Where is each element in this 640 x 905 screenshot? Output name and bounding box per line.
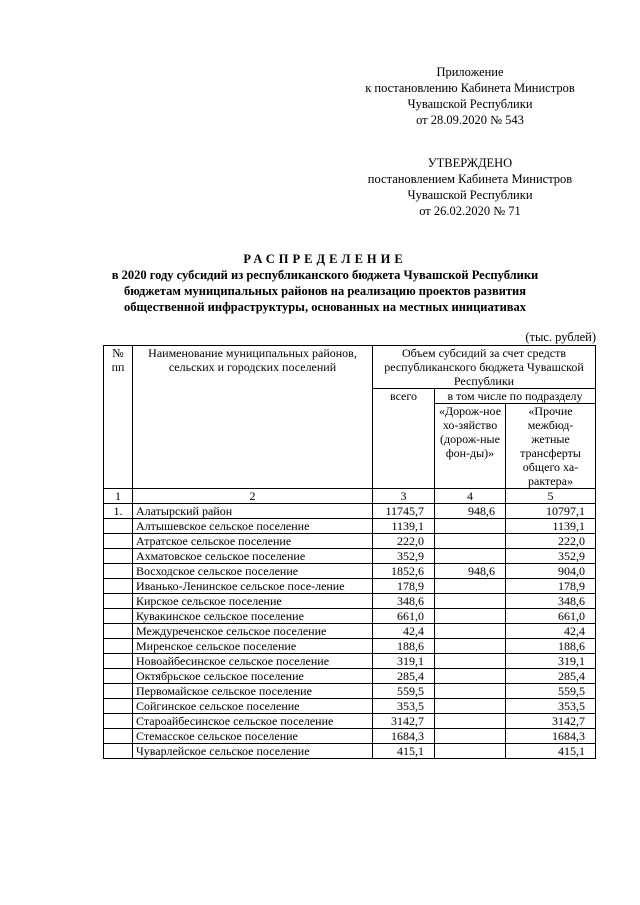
row-total: 319,1 [373,654,435,669]
row-roads [435,654,506,669]
units-label: (тыс. рублей) [525,330,596,344]
row-total: 559,5 [373,684,435,699]
row-roads [435,729,506,744]
column-number: 2 [133,489,373,504]
row-roads [435,594,506,609]
row-number [104,534,133,549]
row-name: Октябрьское сельское поселение [133,669,373,684]
row-number [104,684,133,699]
row-name: Стемасское сельское поселение [133,729,373,744]
row-name: Междуреченское сельское поселение [133,624,373,639]
table-row [104,579,596,594]
row-total: 353,5 [373,699,435,714]
row-total: 415,1 [373,744,435,759]
row-name: Атратское сельское поселение [133,534,373,549]
approval-line: от 26.02.2020 № 71 [419,204,521,218]
title-line: в 2020 году субсидий из республиканского бюджета Чувашской Республики [111,268,539,282]
appendix-block [345,64,595,128]
header-volume: Объем субсидий за счет средств республиканского бюджета Чувашской Республики [373,346,596,389]
row-name: Первомайское сельское поселение [133,684,373,699]
table-row [104,699,596,714]
table-row [104,504,596,519]
header-total: всего [373,389,435,489]
appendix-line: от 28.09.2020 № 543 [416,113,524,127]
row-number [104,729,133,744]
row-total: 11745,7 [373,504,435,519]
appendix-line: Чувашской Республики [407,97,533,111]
row-other: 348,6 [506,594,596,609]
appendix-line: к постановлению Кабинета Министров [365,81,575,95]
row-total: 661,0 [373,609,435,624]
row-other: 415,1 [506,744,596,759]
row-total: 285,4 [373,669,435,684]
row-number [104,594,133,609]
row-other: 188,6 [506,639,596,654]
row-roads [435,684,506,699]
table-row [104,684,596,699]
row-name: Чуварлейское сельское поселение [133,744,373,759]
row-other: 3142,7 [506,714,596,729]
row-roads [435,714,506,729]
row-roads [435,639,506,654]
row-other: 352,9 [506,549,596,564]
column-number: 3 [373,489,435,504]
row-total: 42,4 [373,624,435,639]
row-number [104,579,133,594]
row-name: Алатырский район [133,504,373,519]
row-number: 1. [104,504,133,519]
subsidy-table [103,345,596,759]
row-total: 1852,6 [373,564,435,579]
row-number [104,714,133,729]
row-roads [435,669,506,684]
header-roads: «Дорож-ное хо-зяйство (дорож-ные фон-ды)» [435,404,506,489]
table-row [104,549,596,564]
header-num: № пп [104,346,133,489]
row-other: 285,4 [506,669,596,684]
row-total: 1139,1 [373,519,435,534]
row-name: Восходское сельское поселение [133,564,373,579]
row-total: 222,0 [373,534,435,549]
approval-line: Чувашской Республики [407,188,533,202]
table-row [104,534,596,549]
table-row [104,729,596,744]
column-number: 5 [506,489,596,504]
table-row [104,639,596,654]
row-name: Алтышевское сельское поселение [133,519,373,534]
row-number [104,519,133,534]
row-name: Сойгинское сельское поселение [133,699,373,714]
table-row [104,564,596,579]
row-other: 1684,3 [506,729,596,744]
table-row [104,744,596,759]
row-number [104,624,133,639]
row-number [104,669,133,684]
row-other: 222,0 [506,534,596,549]
row-number [104,609,133,624]
row-roads [435,624,506,639]
row-total: 188,6 [373,639,435,654]
row-roads: 948,6 [435,504,506,519]
row-roads [435,609,506,624]
header-other: «Прочие межбюд-жетные трансферты общего ха-рактера» [506,404,596,489]
row-name: Новоайбесинское сельское поселение [133,654,373,669]
row-other: 178,9 [506,579,596,594]
row-number [104,549,133,564]
table-row [104,654,596,669]
row-number [104,654,133,669]
row-other: 319,1 [506,654,596,669]
row-roads [435,579,506,594]
row-name: Кирское сельское поселение [133,594,373,609]
document-title [60,251,590,315]
row-other: 10797,1 [506,504,596,519]
row-other: 904,0 [506,564,596,579]
header-name: Наименование муниципальных районов, сельских и городских поселений [133,346,373,489]
row-roads [435,549,506,564]
column-number: 4 [435,489,506,504]
row-roads [435,744,506,759]
row-total: 1684,3 [373,729,435,744]
row-number [104,564,133,579]
row-total: 348,6 [373,594,435,609]
table-row [104,669,596,684]
header-including: в том числе по подразделу [435,389,596,404]
table-row [104,594,596,609]
row-number [104,639,133,654]
column-number: 1 [104,489,133,504]
title-line: общественной инфраструктуры, основанных на местных инициативах [123,300,527,314]
title-line: бюджетам муниципальных районов на реализацию проектов развития [123,284,527,298]
row-roads [435,699,506,714]
row-name: Миренское сельское поселение [133,639,373,654]
row-total: 352,9 [373,549,435,564]
row-name: Ахматовское сельское поселение [133,549,373,564]
row-roads [435,534,506,549]
row-other: 559,5 [506,684,596,699]
table-row [104,519,596,534]
row-other: 42,4 [506,624,596,639]
approval-block [345,155,595,219]
row-total: 178,9 [373,579,435,594]
table-row [104,609,596,624]
row-roads [435,519,506,534]
row-number [104,744,133,759]
row-other: 1139,1 [506,519,596,534]
row-name: Староайбесинское сельское поселение [133,714,373,729]
title-heading: РАСПРЕДЕЛЕНИЕ [243,252,407,266]
row-name: Кувакинское сельское поселение [133,609,373,624]
row-roads: 948,6 [435,564,506,579]
row-number [104,699,133,714]
table-row [104,714,596,729]
appendix-line: Приложение [436,65,504,79]
row-total: 3142,7 [373,714,435,729]
row-name: Иванько-Ленинское сельское посе-ление [133,579,373,594]
table-row [104,624,596,639]
row-other: 353,5 [506,699,596,714]
approval-line: УТВЕРЖДЕНО [427,156,513,170]
approval-line: постановлением Кабинета Министров [367,172,573,186]
row-other: 661,0 [506,609,596,624]
